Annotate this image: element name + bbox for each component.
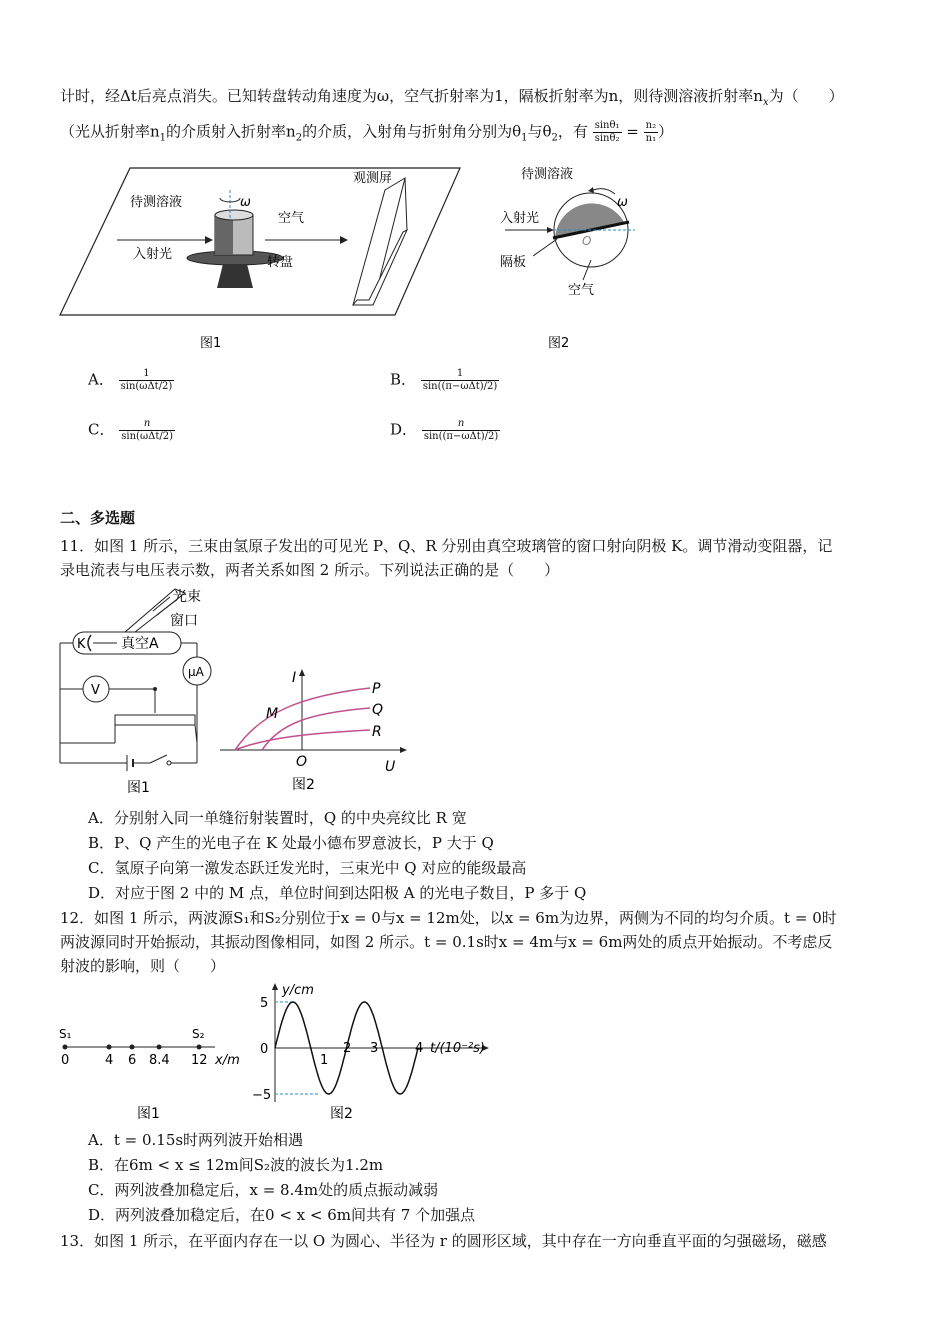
q12-fig1-label-s1: S₁ — [59, 1027, 72, 1041]
q12-fig2-label-5: 5 — [260, 996, 269, 1011]
q10-fig1-solution-half — [215, 215, 233, 255]
q10-fig2-label-omega: ω — [617, 195, 628, 210]
q12-fig1-tick-4: 4 — [105, 1053, 114, 1068]
q10-fig1-label-air: 空气 — [278, 211, 305, 226]
q12-fig2-y-arrow-icon — [272, 983, 278, 990]
q12-fig1-caption: 图1 — [137, 1106, 160, 1122]
q12-fig1-tick-12: 12 — [191, 1053, 208, 1068]
q11-option-b[interactable]: B．P、Q 产生的光电子在 K 处最小德布罗意波长，P 大于 Q — [88, 834, 494, 852]
q11-fig1-beam1 — [153, 597, 170, 611]
q11-line2: 录电流表与电压表示数，两者关系如图 2 所示。下列说法正确的是（ ） — [60, 561, 560, 579]
q10-l2end: ） — [658, 122, 674, 141]
q12-figure1 — [55, 1020, 255, 1125]
q10-fig1-stand — [217, 264, 253, 288]
q10-fig2-caption: 图2 — [548, 336, 570, 351]
q11-fig2-label-m: M — [266, 706, 279, 722]
q10-opt-d-den: sin((π−ωΔt)/2) — [423, 431, 499, 442]
q10-line1-end: 为（ ） — [768, 87, 844, 105]
q11-fig1-label-v: V — [91, 683, 100, 698]
q10-frac-sin-num: sinθ₁ — [594, 120, 620, 131]
q10-opt-d-num: n — [457, 418, 465, 429]
q10-fig2-plate-pointer — [533, 239, 557, 256]
q10-frac-sin-den: sinθ₂ — [594, 133, 620, 144]
q10-l2g: 与θ — [527, 122, 552, 141]
section-title: 二、多选题 — [60, 509, 136, 527]
q10-fig2-label-air: 空气 — [568, 283, 595, 298]
q10-fig1-caption: 图1 — [200, 336, 222, 351]
q10-fig2-label-o: O — [582, 234, 592, 248]
q10-fig1-arrow-out-icon — [340, 236, 348, 244]
q10-fig1-label-omega: ω — [240, 195, 251, 210]
q10-opt-a-frac — [119, 368, 175, 393]
q10-opt-b-num: 1 — [456, 368, 464, 379]
q10-opt-b-den: sin((π−ωΔt)/2) — [422, 381, 498, 392]
q10-opt-b-frac — [421, 368, 499, 393]
q10-line1-sub: x — [762, 97, 769, 108]
q10-frac-n-num: n₂ — [645, 120, 657, 131]
q11-fig2-caption: 图2 — [292, 777, 315, 793]
q12-fig2-label-t: t/(10⁻²s) — [430, 1041, 486, 1056]
q10-l2i: ，有 — [557, 122, 588, 141]
q10-l2d: 2 — [295, 132, 303, 144]
q11-fig1-cathode — [88, 635, 91, 651]
q12-option-d[interactable]: D．两列波叠加稳定后，在0 < x < 6m间共有 7 个加强点 — [88, 1206, 476, 1224]
q11-fig2-label-i: I — [292, 670, 297, 686]
q12-option-c[interactable]: C．两列波叠加稳定后，x = 8.4m处的质点振动减弱 — [88, 1181, 439, 1199]
q10-line1 — [60, 86, 844, 113]
q10-l2e: 的介质，入射角与折射角分别为θ — [302, 122, 522, 141]
q12-fig2-tick-4: 4 — [415, 1041, 424, 1056]
q10-fig2-label-light: 入射光 — [500, 211, 540, 226]
q11-line1: 11．如图 1 所示，三束由氢原子发出的可见光 P、Q、R 分别由真空玻璃管的窗口射向阴极 K。调节滑动变阻器，记 — [60, 537, 833, 555]
q13-line1: 13．如图 1 所示，在平面内存在一以 O 为圆心、半径为 r 的圆形区域，其中存在一方向垂直平面的匀强磁场，磁感 — [60, 1232, 827, 1250]
q11-option-d[interactable]: D．对应于图 2 中的 M 点，单位时间到达阳极 A 的光电子数目，P 多于 Q — [88, 884, 587, 902]
q11-fig1-label-vacuum: 真空A — [121, 636, 159, 652]
q11-option-a[interactable]: A．分别射入同一单缝衍射装置时，Q 的中央亮纹比 R 宽 — [88, 809, 467, 827]
q11-fig2-label-p: P — [372, 681, 381, 697]
q10-fig2-air-pointer — [583, 260, 591, 280]
q10-fig2-label-solution: 待测溶液 — [521, 167, 574, 182]
q12-fig1-tick-0: 0 — [61, 1053, 70, 1068]
q10-opt-c-frac — [119, 418, 175, 443]
q10-fig2-arrow-icon — [547, 227, 554, 233]
q12-fig1-dot-12 — [197, 1045, 202, 1050]
q10-opt-a-den: sin(ωΔt/2) — [120, 381, 173, 392]
q11-fig2-label-q: Q — [372, 702, 384, 718]
q12-fig1-dot-4 — [107, 1045, 112, 1050]
q10-opt-c-den: sin(ωΔt/2) — [121, 431, 173, 442]
q11-fig1-switch-pin — [167, 761, 171, 765]
q12-option-a[interactable]: A．t = 0.15s时两列波开始相遇 — [88, 1131, 304, 1149]
q12-line2: 两波源同时开始振动，其振动图像相同，如图 2 所示。t = 0.1s时x = 4m与x = 6m两处的质点开始振动。不考虑反 — [60, 933, 833, 951]
q12-fig2-caption: 图2 — [330, 1106, 353, 1122]
q10-option-c[interactable] — [88, 418, 175, 443]
q10-fig2-solution — [555, 203, 624, 238]
q11-fig2-label-r: R — [372, 724, 382, 740]
q12-fig1-dot-84 — [157, 1045, 162, 1050]
q10-fig1-arrow-in-icon — [205, 236, 213, 244]
q11-option-c[interactable]: C．氢原子向第一激发态跃迁发光时，三束光中 Q 对应的能级最高 — [88, 859, 527, 877]
q10-l2h: 2 — [551, 132, 558, 144]
q12-line1: 12．如图 1 所示，两波源S₁和S₂分别位于x = 0与x = 12m处，以x = 6m为边界，两侧为不同的均匀介质。t = 0时 — [60, 909, 837, 927]
q10-l2b: 1 — [159, 132, 167, 144]
q10-fig1-cyl-top — [215, 210, 253, 220]
q10-frac-sin — [593, 120, 622, 145]
q10-l2f: 1 — [521, 132, 528, 144]
q12-line3: 射波的影响，则（ ） — [60, 957, 226, 975]
q11-figure1 — [55, 585, 225, 800]
q10-option-b[interactable] — [390, 368, 499, 393]
q12-fig1-label-x: x/m — [215, 1053, 240, 1068]
q11-fig2-label-o: O — [296, 754, 308, 770]
q11-fig1-rheostat — [115, 715, 195, 725]
q12-fig2-label-y: y/cm — [282, 983, 314, 998]
q11-fig2-label-u: U — [385, 759, 396, 775]
q10-option-d[interactable] — [390, 418, 500, 443]
q12-fig2-tick-2: 2 — [343, 1041, 352, 1056]
q10-figure2 — [495, 160, 645, 355]
q11-fig2-i-arrow-icon — [299, 669, 305, 676]
q10-opt-c-label: C． — [88, 420, 115, 439]
q12-option-b[interactable]: B．在6m < x ≤ 12m间S₂波的波长为1.2m — [88, 1156, 384, 1174]
q10-fig1-label-solution: 待测溶液 — [130, 195, 183, 210]
q10-fig2-rot-arrow-icon — [588, 187, 594, 193]
q10-fig1-label-screen: 观测屏 — [353, 171, 393, 186]
q12-fig2-tick-1: 1 — [320, 1053, 329, 1068]
q10-line2: （光从折射率$n_1$的介质射入折射率$n_2$的介质，入射角与折射角分别为$\theta_1$与$\theta_2$，有 $\frac{\text{sinθ₁}}{\text{sinθ₂}}$ = $\frac{\text{n₂}}{\text{n₁}}$ ） — [60, 120, 674, 144]
q10-opt-d-label: D． — [390, 420, 418, 439]
q12-fig2-label-m5: −5 — [252, 1088, 272, 1103]
q10-frac-n-den: n₁ — [645, 133, 657, 144]
q10-fig1-label-disk: 转盘 — [267, 255, 294, 270]
q11-fig2-curve-q — [262, 708, 370, 750]
q11-fig1-node — [153, 687, 157, 691]
q12-fig1-tick-84: 8.4 — [149, 1053, 170, 1068]
q12-fig2-tick-3: 3 — [370, 1041, 379, 1056]
q12-fig2-label-0: 0 — [260, 1042, 269, 1057]
q11-fig1-label-beam: 光束 — [173, 589, 201, 605]
q11-figure2 — [220, 668, 410, 798]
q11-fig1-caption: 图1 — [127, 780, 150, 796]
q10-fig1-screen-side — [405, 178, 407, 230]
q12-fig1-dot-0 — [63, 1045, 68, 1050]
q10-l2a: （光从折射率n — [60, 122, 160, 141]
q11-fig2-u-arrow-icon — [400, 747, 407, 753]
q10-opt-a-label: A． — [88, 370, 114, 389]
q10-frac-n — [644, 120, 658, 145]
q12-fig1-dot-6 — [130, 1045, 135, 1050]
q10-option-a[interactable] — [88, 368, 174, 393]
q10-fig2-label-plate: 隔板 — [500, 255, 527, 270]
q10-fig1-label-light: 入射光 — [133, 247, 173, 262]
q10-figure1 — [55, 160, 465, 355]
q10-line1-text: 计时，经Δt后亮点消失。已知转盘转动角速度为ω，空气折射率为1，隔板折射率为n，则待测溶液折射率n — [60, 87, 763, 105]
q10-opt-c-num: n — [143, 418, 151, 429]
q11-fig1-label-window: 窗口 — [170, 613, 198, 629]
q12-fig1-tick-6: 6 — [128, 1053, 137, 1068]
q11-fig1-label-ua: μA — [188, 665, 204, 679]
q10-opt-b-label: B． — [390, 370, 417, 389]
q10-opt-d-frac — [422, 418, 500, 443]
q10-opt-a-num: 1 — [143, 368, 150, 379]
q12-fig1-label-s2: S₂ — [192, 1027, 205, 1041]
q10-l2c: 的介质射入折射率n — [166, 122, 296, 141]
q11-fig1-switch — [150, 755, 167, 763]
q11-fig1-label-k: K — [77, 637, 86, 652]
q12-figure2 — [250, 982, 500, 1125]
